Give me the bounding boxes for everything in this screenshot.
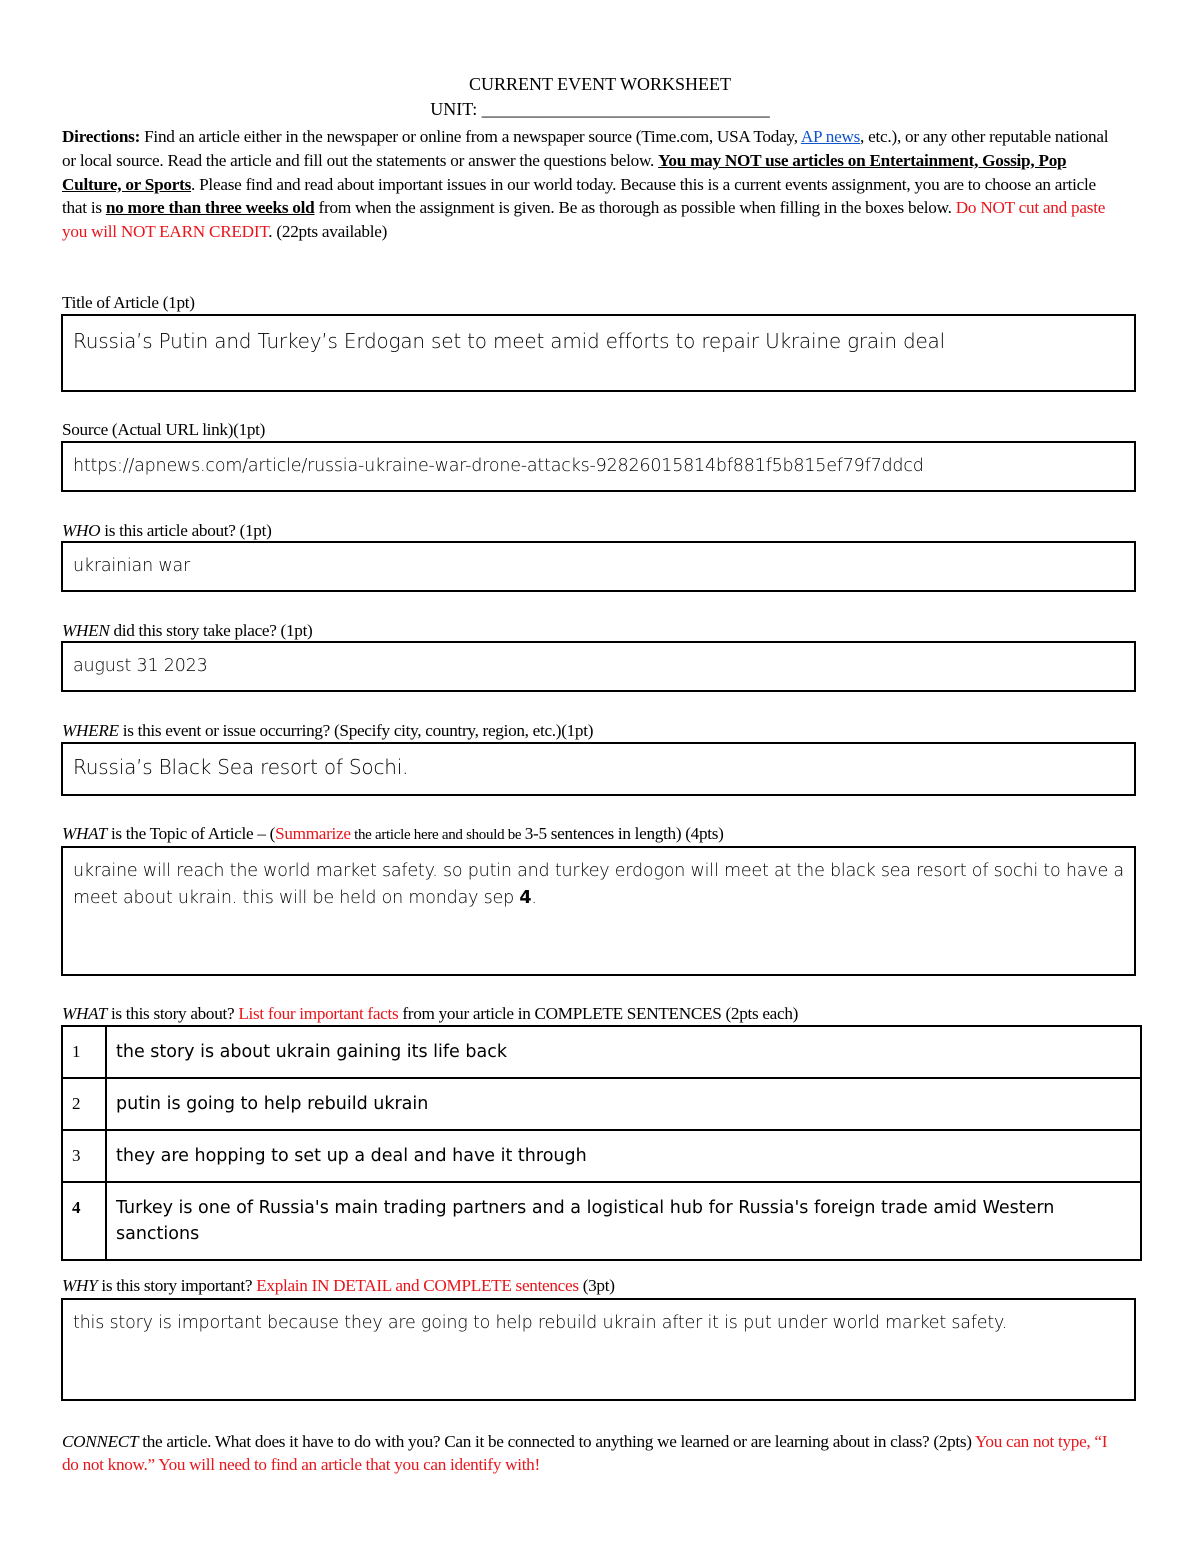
when-label [62, 621, 312, 641]
article-age-limit: no more than three weeks old [105, 198, 315, 218]
source-label: Source (Actual URL link)(1pt) [62, 420, 266, 439]
why-label-em: WHY [62, 1276, 98, 1295]
who-label-rest: is this article about? (1pt) [100, 521, 272, 540]
when-label-rest: did this story take place? (1pt) [109, 621, 313, 640]
facts-label-rest: is this story about? [106, 1004, 239, 1023]
fact-cell[interactable]: putin is going to help rebuild ukrain [106, 1078, 1141, 1130]
fact-number: 2 [62, 1078, 106, 1130]
topic-label-small: the article here and should be [350, 827, 525, 843]
directions-text-3: . Please find and read about important issues in our world today. Because this is a current events assignment, you are to choose an article that is [62, 174, 1096, 218]
facts-label-tail: from your article in COMPLETE SENTENCES (2pts each) [398, 1004, 799, 1023]
topic-text-end: . [531, 888, 537, 908]
title-field[interactable]: Russia’s Putin and Turkey’s Erdogan set to meet amid efforts to repair Ukraine grain deal [61, 314, 1136, 392]
title-label: Title of Article (1pt) [62, 293, 195, 312]
fact-number: 4 [62, 1182, 106, 1260]
worksheet-title: CURRENT EVENT WORKSHEET [468, 74, 731, 94]
fact-cell[interactable]: the story is about ukrain gaining its life back [106, 1026, 1141, 1078]
when-label-em: WHEN [62, 621, 110, 640]
fact-number: 1 [62, 1026, 106, 1078]
connect-label-em: CONNECT [62, 1432, 139, 1451]
directions-text-2: , etc.), or any other reputable national or local source. Read the article and fill out the statements or answer the questions below. [62, 127, 1109, 170]
copy-paste-warning: Do NOT cut and paste you will NOT EARN CREDIT [62, 198, 1106, 242]
directions-paragraph [62, 125, 1122, 244]
facts-table [61, 1025, 1142, 1261]
where-label-em: WHERE [62, 721, 119, 740]
connect-label-red: You can not type, “I do not know.” You will need to find an article that you can identify with! [62, 1432, 1108, 1474]
facts-label [62, 1004, 798, 1024]
directions-text-5: . (22pts available) [268, 222, 388, 242]
directions-text-1: Find an article either in the newspaper or online from a newspaper source (Time.com, USA Today, [140, 127, 801, 146]
table-row [62, 1130, 1141, 1182]
where-field[interactable]: Russia’s Black Sea resort of Sochi. [61, 742, 1136, 796]
source-field[interactable]: https://apnews.com/article/russia-ukraine-war-drone-attacks-92826015814bf881f5b815ef79f7ddcd [61, 441, 1136, 492]
who-label [62, 521, 272, 541]
unit-blank: ________________________________ [481, 99, 770, 119]
topic-text-day: 4 [519, 888, 532, 908]
who-label-em: WHO [62, 521, 101, 540]
topic-label-rest: is the Topic of Article – ( [106, 824, 276, 843]
topic-label [62, 824, 724, 844]
where-label-rest: is this event or issue occurring? (Specify city, country, region, etc.)(1pt) [118, 721, 594, 740]
where-label [62, 721, 593, 741]
directions-label: Directions: [62, 127, 141, 146]
table-row [62, 1078, 1141, 1130]
why-label-tail: (3pt) [578, 1276, 615, 1295]
why-label-rest: is this story important? [97, 1276, 257, 1295]
why-label [62, 1276, 615, 1296]
connect-prompt [62, 1430, 1122, 1476]
unit-line [0, 99, 1200, 120]
unit-label: UNIT: [430, 99, 478, 119]
why-field[interactable]: this story is important because they are going to help rebuild ukrain after it is put under world market safety. [61, 1298, 1136, 1401]
connect-label-rest: the article. What does it have to do with you? Can it be connected to anything we learned or are learning about in class? (2pts) [138, 1432, 976, 1451]
fact-number: 3 [62, 1130, 106, 1182]
facts-label-red: List four important facts [238, 1004, 399, 1023]
topic-field[interactable] [61, 846, 1136, 976]
table-row [62, 1026, 1141, 1078]
who-field[interactable]: ukrainian war [61, 541, 1136, 592]
topic-label-summarize: Summarize [275, 824, 351, 843]
fact-cell[interactable]: Turkey is one of Russia's main trading partners and a logistical hub for Russia's foreign trade amid Western sanctions [106, 1182, 1141, 1260]
ap-news-link[interactable]: AP news [800, 127, 861, 146]
topic-label-em: WHAT [62, 824, 107, 843]
topic-text: ukraine will reach the world market safety. so putin and turkey erdogon will meet at the black sea resort of sochi to have a meet about ukrain. this will be held on monday sep [73, 861, 1124, 908]
fact-cell[interactable]: they are hopping to set up a deal and have it through [106, 1130, 1141, 1182]
directions-text-4: from when the assignment is given. Be as thorough as possible when filling in the boxes below. [314, 198, 956, 218]
facts-label-em: WHAT [62, 1004, 107, 1023]
topic-label-length: 3-5 sentences in length) (4pts) [524, 824, 724, 843]
prohibited-topics: You may NOT use articles on Entertainment, Gossip, Pop Culture, or Sports [62, 150, 1067, 194]
when-field[interactable]: august 31 2023 [61, 641, 1136, 692]
why-label-red: Explain IN DETAIL and COMPLETE sentences [256, 1276, 579, 1295]
table-row [62, 1182, 1141, 1260]
